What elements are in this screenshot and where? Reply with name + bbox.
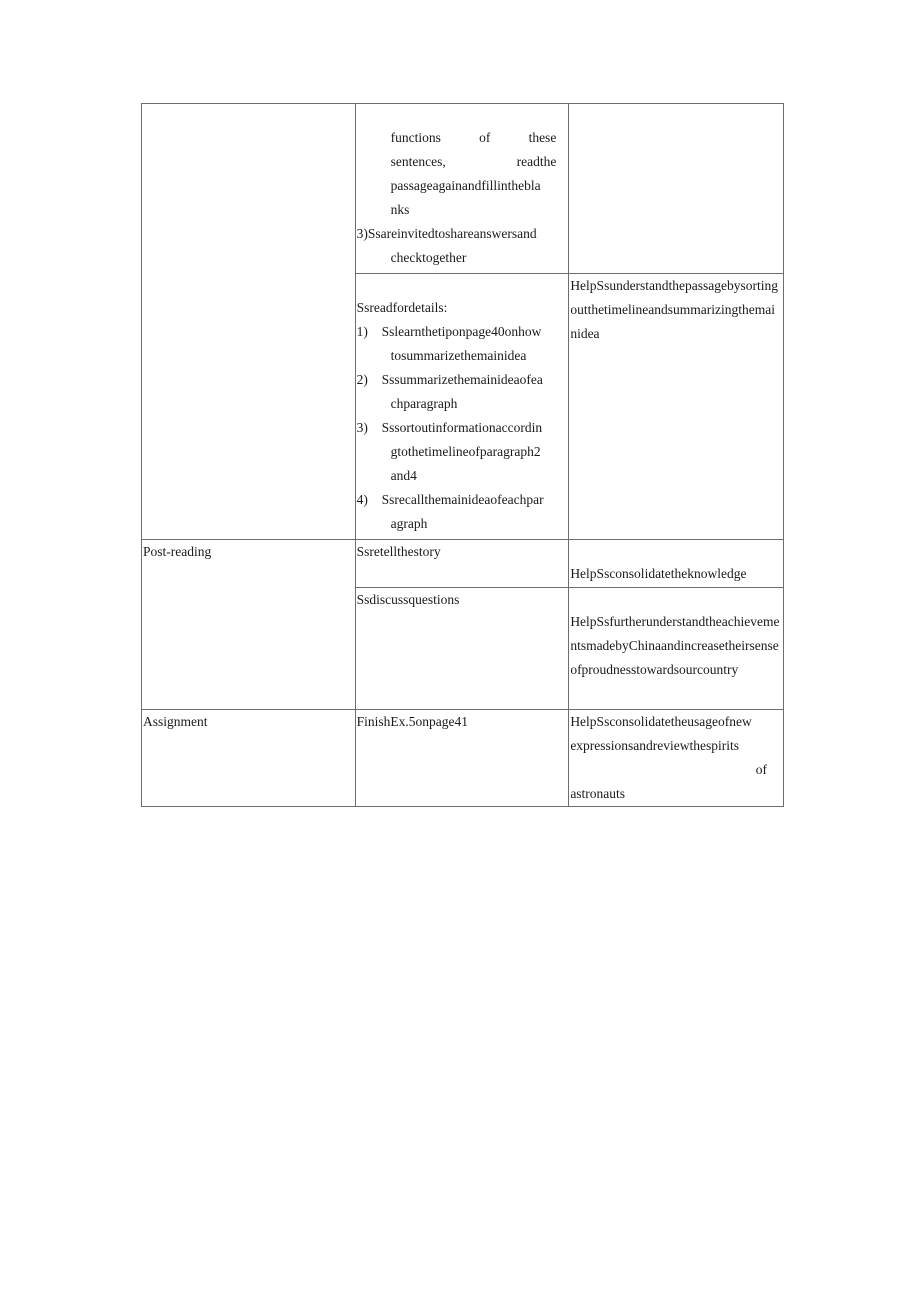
activity-line: checktogether <box>390 250 467 265</box>
list-item <box>357 320 567 344</box>
activity-line: nks <box>390 202 410 217</box>
list-number: 2) <box>356 372 368 387</box>
purpose-text: HelpSsunderstandthepassagebysortingoutthetimelineandsummarizingthemainidea <box>570 278 779 341</box>
purpose-line: expressionsandreviewthespirits <box>570 738 740 753</box>
purpose-cell <box>569 588 784 710</box>
activity-cell <box>355 104 569 274</box>
stage-cell <box>142 710 356 807</box>
list-text-cont: chparagraph <box>390 396 458 411</box>
activity-line: functions of these <box>390 130 557 145</box>
activity-cell <box>355 274 569 540</box>
purpose-text: HelpSsconsolidatetheknowledge <box>570 566 747 581</box>
list-text: Ssrecallthemainideaofeachpar <box>381 492 544 507</box>
table-row <box>142 710 784 807</box>
activity-text: Ssretellthestory <box>356 544 441 559</box>
purpose-cell <box>569 710 784 807</box>
lesson-plan-table <box>141 103 784 807</box>
activity-item: 3)Ssareinvitedtoshareanswersand <box>356 226 537 241</box>
purpose-cell <box>569 104 784 274</box>
list-item <box>357 416 567 440</box>
list-text-cont: agraph <box>390 516 428 531</box>
purpose-cell <box>569 540 784 588</box>
activity-heading: Ssreadfordetails: <box>356 300 448 315</box>
list-text-cont: and4 <box>390 468 417 483</box>
list-text-cont: gtothetimelineofparagraph2 <box>390 444 541 459</box>
stage-cell <box>142 540 356 710</box>
list-number: 4) <box>356 492 368 507</box>
activity-cell <box>355 710 569 807</box>
stage-label: Post-reading <box>143 544 212 559</box>
activity-cell <box>355 588 569 710</box>
purpose-cell <box>569 274 784 540</box>
activity-line: sentences, readthe <box>390 154 557 169</box>
list-number: 1) <box>356 324 368 339</box>
activity-line: passageagainandfillinthebla <box>390 178 541 193</box>
purpose-line: HelpSsconsolidatetheusageofnew <box>570 714 752 729</box>
stage-label: Assignment <box>143 714 208 729</box>
purpose-text: HelpSsfurtherunderstandtheachievementsmadebyChinaandincreasetheirsenseofproudnesstowardsourcountry <box>570 614 780 677</box>
purpose-line: astronauts <box>570 786 626 801</box>
purpose-line: of <box>755 762 767 777</box>
activity-text: FinishEx.5onpage41 <box>356 714 469 729</box>
table-row <box>142 104 784 274</box>
list-text-cont: tosummarizethemainidea <box>390 348 527 363</box>
list-item <box>357 488 567 512</box>
activity-text: Ssdiscussquestions <box>356 592 460 607</box>
list-text: Sssortoutinformationaccordin <box>381 420 543 435</box>
stage-cell <box>142 104 356 540</box>
list-item <box>357 368 567 392</box>
list-text: Sslearnthetiponpage40onhow <box>381 324 542 339</box>
list-number: 3) <box>356 420 368 435</box>
list-text: Sssummarizethemainideaofea <box>381 372 543 387</box>
activity-cell <box>355 540 569 588</box>
table-row <box>142 540 784 588</box>
